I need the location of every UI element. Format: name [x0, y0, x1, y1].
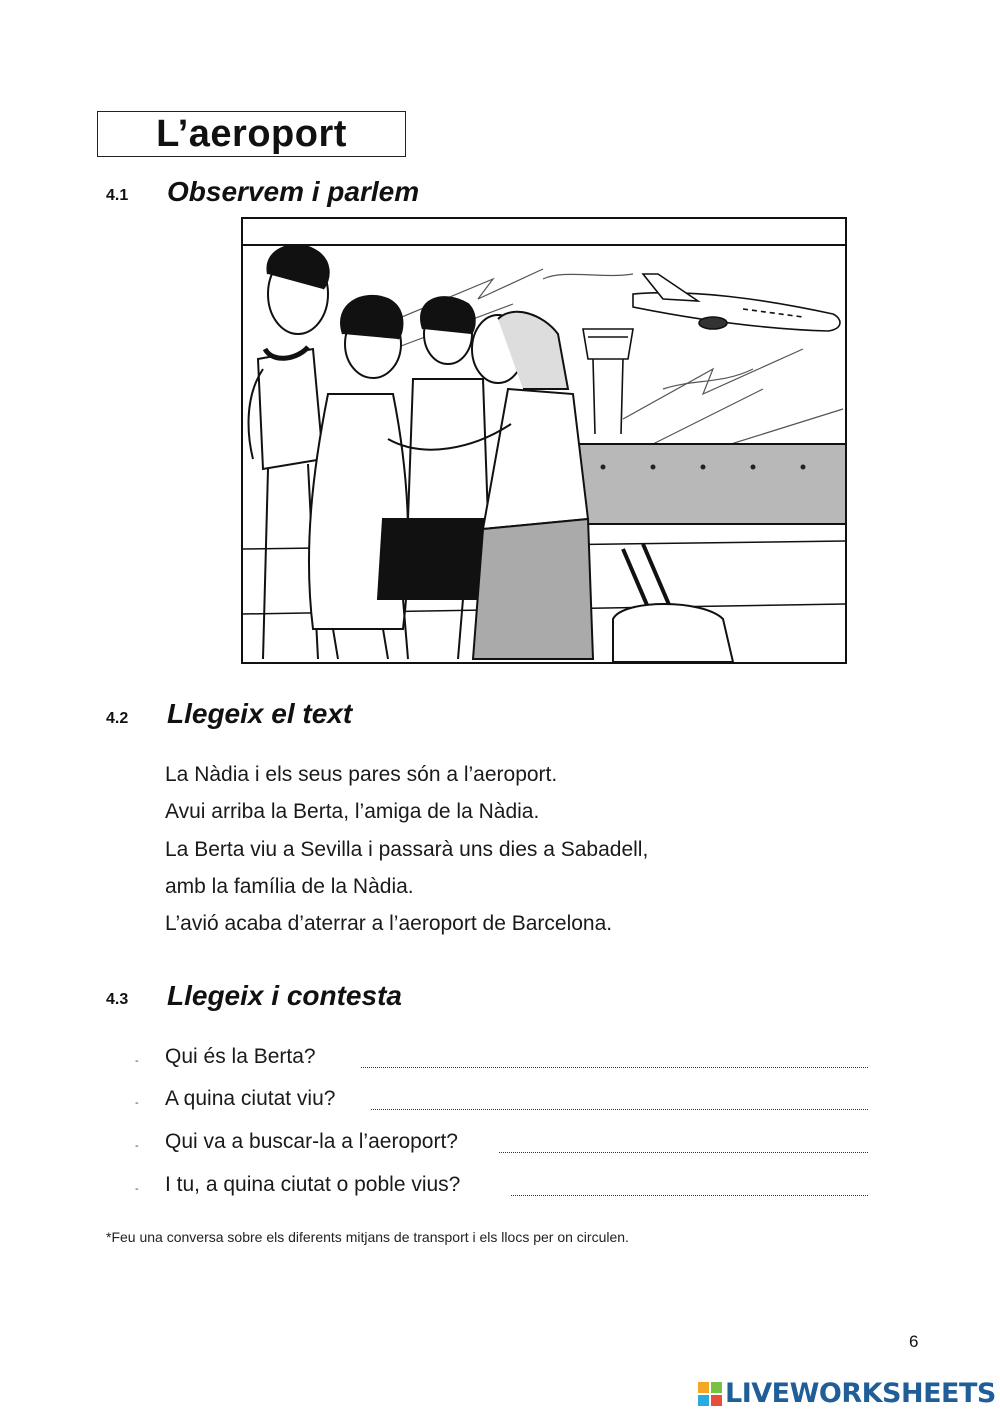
question-row [135, 1173, 868, 1203]
liveworksheets-logo-icon [697, 1381, 723, 1407]
answer-line[interactable] [499, 1152, 868, 1153]
footnote: *Feu una conversa sobre els diferents mitjans de transport i els llocs per on circulen. [106, 1229, 629, 1245]
section-title: Observem i parlem [167, 176, 420, 207]
question-text: Qui va a buscar-la a l’aeroport? [165, 1130, 458, 1153]
question-row [135, 1130, 868, 1160]
reading-line: amb la família de la Nàdia. [165, 875, 414, 898]
answer-line[interactable] [511, 1195, 868, 1196]
answer-line[interactable] [361, 1067, 868, 1068]
question-dash: - [135, 1055, 139, 1067]
reading-line: L’avió acaba d’aterrar a l’aeroport de Barcelona. [165, 912, 613, 935]
section-number: 4.2 [106, 710, 129, 727]
page-title: L’aeroport [97, 111, 406, 157]
question-dash: - [135, 1097, 139, 1109]
page-number: 6 [909, 1332, 919, 1351]
airport-illustration [241, 217, 847, 664]
liveworksheets-logo [697, 1378, 996, 1409]
section-title: Llegeix i contesta [167, 980, 402, 1011]
question-row [135, 1087, 868, 1117]
question-text: I tu, a quina ciutat o poble vius? [165, 1173, 461, 1196]
question-text: A quina ciutat viu? [165, 1087, 336, 1110]
question-row [135, 1045, 868, 1075]
reading-line: Avui arriba la Berta, l’amiga de la Nàdia. [165, 800, 540, 823]
question-dash: - [135, 1140, 139, 1152]
answer-line[interactable] [371, 1109, 868, 1110]
reading-line: La Berta viu a Sevilla i passarà uns dies a Sabadell, [165, 838, 649, 861]
reading-line: La Nàdia i els seus pares són a l’aeroport. [165, 763, 558, 786]
section-number: 4.1 [106, 187, 129, 204]
section-title: Llegeix el text [167, 698, 353, 729]
brand-name: LIVEWORKSHEETS [725, 1378, 996, 1409]
section-number: 4.3 [106, 991, 129, 1008]
question-text: Qui és la Berta? [165, 1045, 316, 1068]
question-dash: - [135, 1183, 139, 1195]
